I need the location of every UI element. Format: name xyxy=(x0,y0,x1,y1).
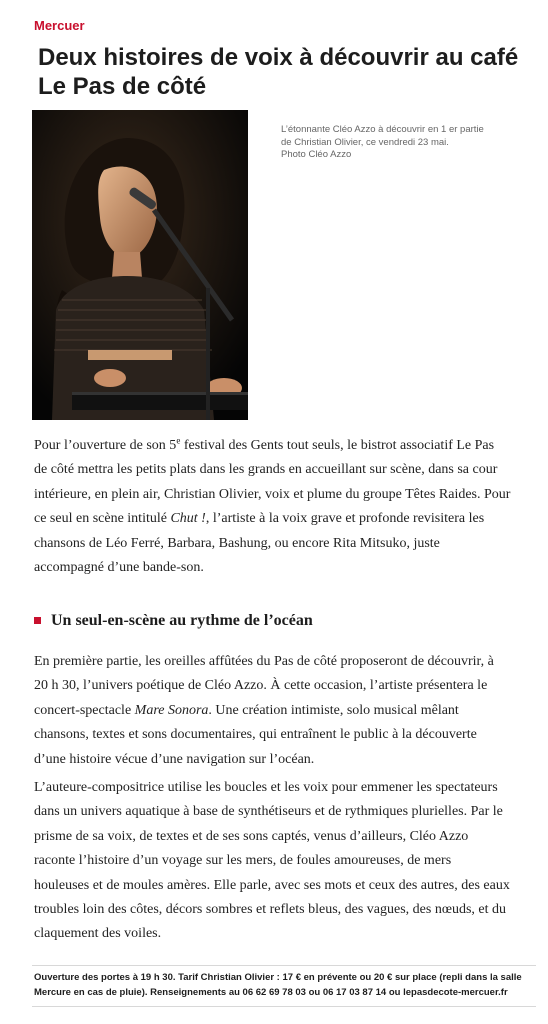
title-line-2: Le Pas de côté xyxy=(38,73,207,100)
text-line: intérieure, en plein air, Christian Olivier, voix et plume du groupe Têtes Raides. Pour xyxy=(34,486,511,502)
text-line: Pour l’ouverture de son 5e festival des Gents tout seuls, le bistrot associatif Le Pas xyxy=(34,435,495,453)
section-subheading xyxy=(34,612,313,630)
text-line: L’auteure-compositrice utilise les boucles et les voix pour emmener les spectateurs xyxy=(34,780,498,795)
paragraph-2 xyxy=(34,650,534,772)
text-line: chansons de Léo Ferré, Barbara, Bashung, ou encore Rita Mitsuko, juste xyxy=(34,535,440,551)
text-line: raconte l’histoire d’un voyage sur les mers, de foules amoureuses, de mers xyxy=(34,853,452,869)
text-line: dans un univers aquatique à base de synthétiseurs et de rythmiques plurielles. Par le xyxy=(34,804,503,820)
text-line: 20 h 30, l’univers poétique de Cléo Azzo. À cette occasion, l’artiste présentera le xyxy=(34,678,488,694)
section-kicker[interactable]: Mercuer xyxy=(34,18,85,33)
text-line: houleuses et de moules amères. Elle parle, avec ses mots et ceux des autres, des eaux xyxy=(34,877,510,893)
text-line: ce seul en scène intitulé Chut !, l’artiste à la voix grave et profonde revisitera les xyxy=(34,511,485,527)
text-line: de côté mettra les petits plats dans les grands en accueillant sur scène, dans sa cour xyxy=(34,462,498,478)
info-line: Ouverture des portes à 19 h 30. Tarif Christian Olivier : 17 € en prévente ou 20 € sur place (repli dans la salle xyxy=(34,972,522,983)
practical-info xyxy=(32,965,536,1007)
red-square-icon xyxy=(34,617,41,624)
show-title: Mare Sonora xyxy=(134,702,209,718)
caption-line: Photo Cléo Azzo xyxy=(281,149,352,160)
text-line: accompagné d’une bande-son. xyxy=(34,560,204,576)
text-line: En première partie, les oreilles affûtées du Pas de côté proposeront de découvrir, à xyxy=(34,654,494,669)
photo-image xyxy=(32,110,248,420)
text-line: claquement des voiles. xyxy=(34,926,162,942)
paragraph-3 xyxy=(34,776,534,947)
text-line: d’une histoire vécue d’une navigation sur l’océan. xyxy=(34,751,315,767)
show-title: Chut ! xyxy=(170,511,206,527)
subheading-text: Un seul-en-scène au rythme de l’océan xyxy=(51,612,313,629)
caption-line: L’étonnante Cléo Azzo à découvrir en 1 er partie xyxy=(281,124,484,135)
article-title xyxy=(38,43,528,101)
paragraph-1 xyxy=(34,434,534,580)
photo-caption xyxy=(281,124,526,162)
text-line: chansons, textes et sons documentaires, qui entraînent le public à la découverte xyxy=(34,727,477,743)
text-line: concert-spectacle Mare Sonora. Une création intimiste, solo musical mêlant xyxy=(34,702,459,718)
caption-line: de Christian Olivier, ce vendredi 23 mai. xyxy=(281,136,449,148)
info-line: Mercure en cas de pluie). Renseignements au 06 62 69 78 03 ou 06 17 03 87 14 ou lepasdecote-mercuer.fr xyxy=(34,987,508,998)
text-line: troubles loin des côtes, décors sombres et reflets bleus, des vagues, des nœuds, et du xyxy=(34,902,507,918)
article-photo[interactable] xyxy=(32,110,248,420)
title-line-1: Deux histoires de voix à découvrir au café xyxy=(38,44,519,71)
text-line: prisme de sa voix, de textes et de ses sons captés, venus d’ailleurs, Cléo Azzo xyxy=(34,828,469,844)
ordinal-superscript: e xyxy=(176,435,181,446)
